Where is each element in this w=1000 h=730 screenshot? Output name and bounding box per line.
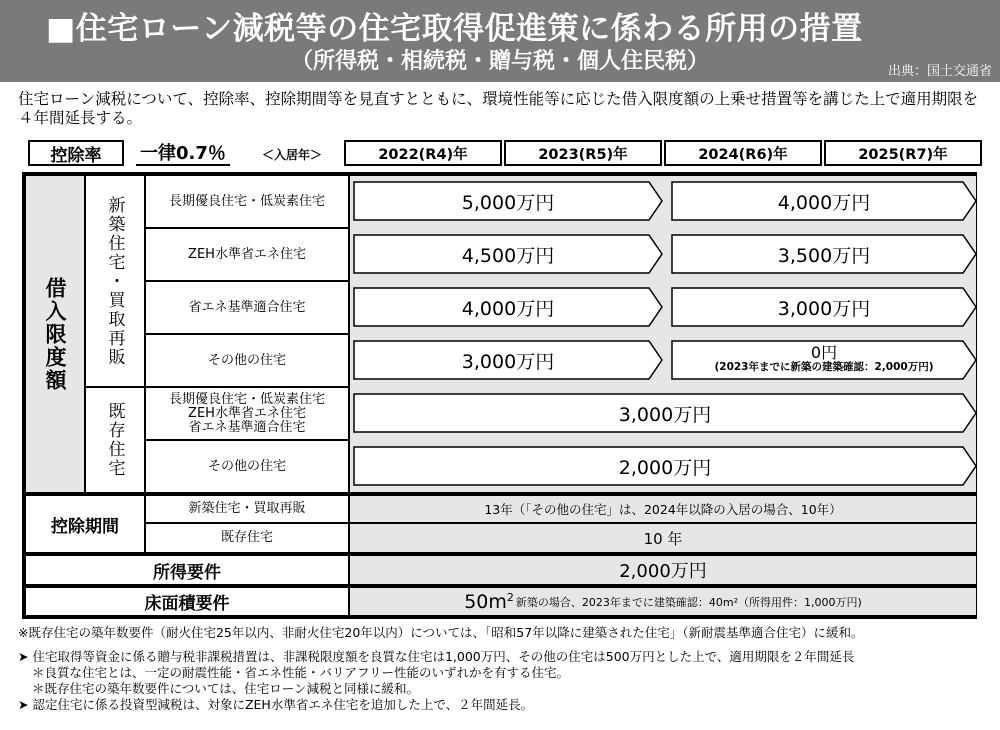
existing-housing-label: 既存住宅 [104, 402, 125, 478]
period-new-label-cell [145, 493, 349, 523]
period-existing-value: 10 年 [643, 529, 683, 548]
header-banner [0, 0, 1000, 82]
value-row5: 3,000万円 [618, 403, 712, 426]
note-4: ＊既存住宅の築年数要件については、住宅ローン減税と同様に緩和。 [32, 681, 420, 696]
kojo-rate-value: 一律0.7％ [136, 140, 230, 166]
period-existing-label: 既存住宅 [220, 530, 273, 545]
arrow-bullet-icon: ➤ [18, 697, 33, 712]
type-cell-1 [145, 175, 349, 228]
arrow-row4-a [353, 340, 663, 380]
arrow-row2-a [353, 234, 663, 274]
floor-label-cell [25, 585, 349, 616]
type-label-5b: ZEH水準省エネ住宅 [188, 405, 306, 421]
note-3: ＊良質な住宅とは、一定の耐震性能・省エネ性能・バリアフリー性能のいずれかを有する住宅。 [32, 665, 570, 680]
value-row3-a: 4,000万円 [461, 297, 555, 320]
value-row4-b-note: (2023年までに新築の建築確認：2,000万円) [714, 361, 934, 373]
type-label-2: ZEH水準省エネ住宅 [188, 246, 306, 262]
arrow-row3-b [671, 287, 977, 327]
kojo-rate-label: 控除率 [28, 140, 124, 166]
year-2023: 2023(R5)年 [504, 140, 662, 166]
period-existing-value-cell [349, 523, 977, 553]
floor-value-cell [349, 585, 977, 616]
year-2025: 2025(R7)年 [824, 140, 982, 166]
notes-section [18, 625, 993, 713]
value-row4-a: 3,000万円 [461, 350, 555, 373]
arrow-row1-b [671, 181, 977, 221]
type-cell-5 [145, 387, 349, 440]
value-row4-b: 0円 [810, 343, 838, 362]
source-label: 出典：国土交通省 [887, 64, 992, 79]
main-table [22, 172, 977, 619]
value-row2-a: 4,500万円 [461, 244, 555, 267]
type-label-6: その他の住宅 [207, 458, 286, 474]
value-row6: 2,000万円 [618, 456, 712, 479]
type-cell-6 [145, 440, 349, 493]
income-label: 所得要件 [153, 562, 221, 583]
type-cell-3 [145, 281, 349, 334]
type-label-5a: 長期優良住宅・低炭素住宅 [168, 391, 325, 407]
income-value: 2,000万円 [619, 561, 707, 582]
value-row2-b: 3,500万円 [777, 244, 871, 267]
period-new-label: 新築住宅・買取再販 [188, 501, 306, 516]
value-row1-b: 4,000万円 [777, 191, 871, 214]
note-5: 認定住宅に係る投資型減税は、対象にZEH水準省エネ住宅を追加した上で、２年間延長。 [32, 697, 534, 712]
nyukyo-label: ＜入居年＞ [262, 148, 323, 162]
type-label-1: 長期優良住宅・低炭素住宅 [168, 193, 325, 209]
arrow-row1-a [353, 181, 663, 221]
arrow-row6 [353, 446, 977, 486]
note-5-row [18, 697, 993, 713]
arrow-row3-a [353, 287, 663, 327]
period-existing-label-cell [145, 523, 349, 553]
value-row3-b: 3,000万円 [777, 297, 871, 320]
income-label-cell [25, 553, 349, 585]
arrow-row5 [353, 393, 977, 433]
note-2: 住宅取得等資金に係る贈与税非課税措置は、非課税限度額を良質な住宅は1,000万円、その他の住宅は500万円とした上で、適用期限を２年間延長 [32, 649, 855, 664]
type-cell-2 [145, 228, 349, 281]
year-2024: 2024(R6)年 [664, 140, 822, 166]
new-housing-label: 新築住宅・買取再販 [104, 195, 125, 367]
period-new-value: 13年（「その他の住宅」は、2024年以降の入居の場合、10年） [484, 502, 842, 517]
arrow-row2-b [671, 234, 977, 274]
type-cell-4 [145, 334, 349, 387]
type-label-5c: 省エネ基準適合住宅 [188, 419, 306, 435]
income-value-cell [349, 553, 977, 585]
type-label-3: 省エネ基準適合住宅 [188, 299, 306, 315]
floor-value-note: 新築の場合、2023年までに建築確認：40m²（所得用件：1,000万円) [515, 595, 862, 609]
new-housing-cell [85, 175, 145, 387]
floor-value-sup: 2 [506, 591, 514, 604]
intro-text: 住宅ローン減税について、控除率、控除期間等を見直すとともに、環境性能等に応じた借入限度額の上乗せ措置等を講じた上で適用期限を４年間延長する。 [18, 90, 979, 127]
note-1: ※既存住宅の築年数要件（耐火住宅25年以内、非耐火住宅20年以内）については、「昭和57年以降に建築された住宅」（新耐震基準適合住宅）に緩和。 [18, 625, 864, 640]
type-label-4: その他の住宅 [207, 352, 286, 368]
page-title: ■住宅ローン減税等の住宅取得促進策に係わる所用の措置 [46, 11, 863, 47]
floor-label: 床面積要件 [144, 594, 230, 614]
limit-label-cell [25, 175, 85, 493]
limit-label: 借入限度額 [43, 276, 67, 392]
arrow-bullet-icon: ➤ [18, 649, 33, 664]
note-2-row [18, 649, 993, 665]
value-row4-b-wrap [714, 343, 934, 374]
period-label-cell [25, 493, 145, 553]
floor-value-main: 50m [464, 590, 507, 613]
existing-housing-cell [85, 387, 145, 493]
page-subtitle: （所得税・相続税・贈与税・個人住民税） [290, 49, 709, 74]
arrow-row4-b [671, 340, 977, 380]
period-new-value-cell [349, 493, 977, 523]
period-label: 控除期間 [51, 516, 119, 537]
value-row1-a: 5,000万円 [461, 191, 555, 214]
year-2022: 2022(R4)年 [344, 140, 502, 166]
